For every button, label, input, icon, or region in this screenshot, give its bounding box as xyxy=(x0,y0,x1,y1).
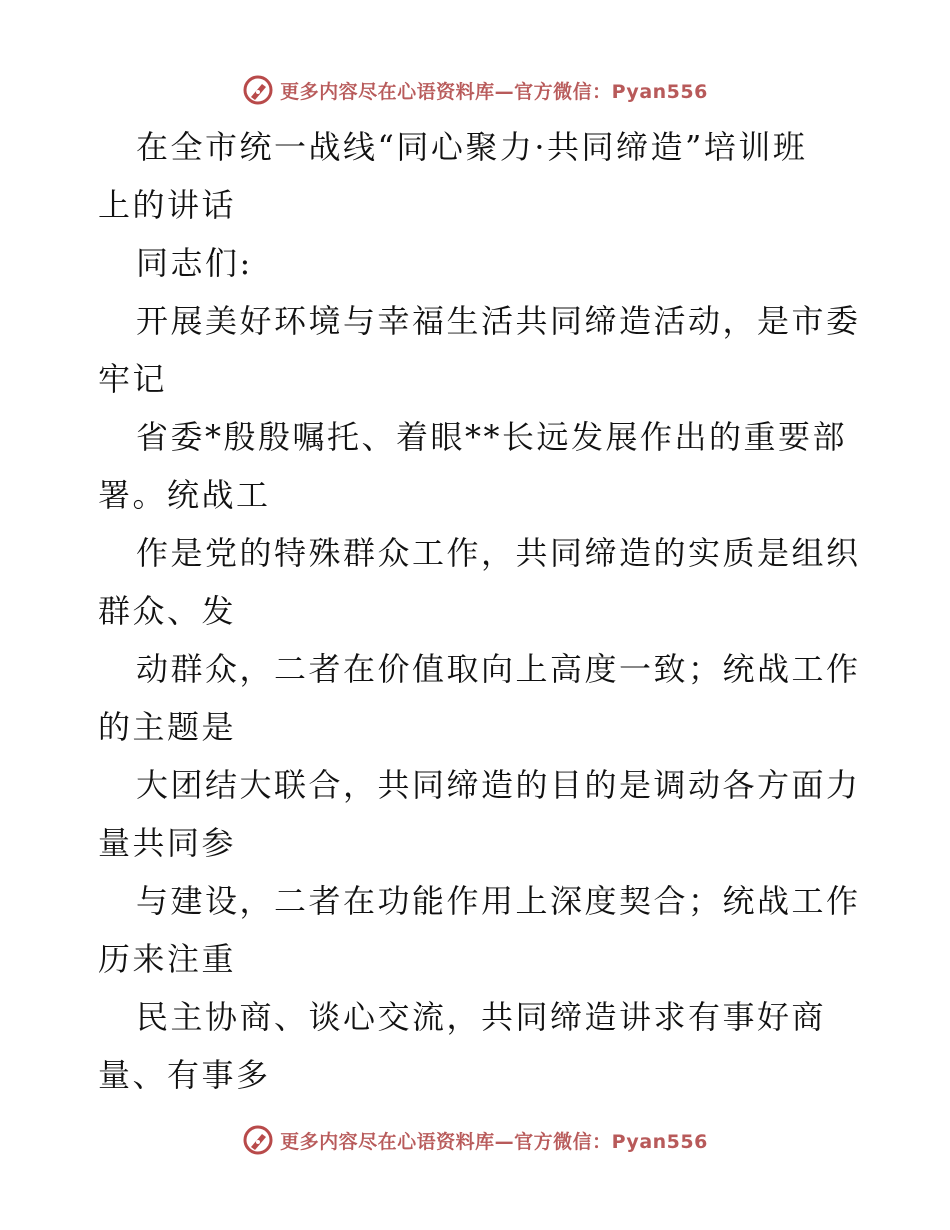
text-line: 在全市统一战线“同心聚力·共同缔造”培训班 xyxy=(136,128,808,166)
text-line: 上的讲话 xyxy=(98,186,237,224)
header-watermark xyxy=(0,70,950,110)
text-line: 署。统战工 xyxy=(98,476,271,514)
pen-nib-circle-icon xyxy=(242,1124,274,1156)
footer-watermark xyxy=(0,1120,950,1160)
text-line: 省委*殷殷嘱托、着眼**长远发展作出的重要部 xyxy=(136,418,848,456)
watermark-text: 更多内容尽在心语资料库—官方微信：Pyan556 xyxy=(280,1130,708,1153)
text-line: 量、有事多 xyxy=(98,1056,271,1094)
watermark-text: 更多内容尽在心语资料库—官方微信：Pyan556 xyxy=(280,80,708,103)
text-line: 大团结大联合，共同缔造的目的是调动各方面力 xyxy=(136,766,861,804)
text-line: 群众、发 xyxy=(98,592,237,630)
text-line: 开展美好环境与幸福生活共同缔造活动，是市委 xyxy=(136,302,861,340)
text-line: 同志们: xyxy=(136,244,253,282)
text-line: 的主题是 xyxy=(98,708,237,746)
pen-nib-circle-icon xyxy=(242,74,274,106)
text-line: 民主协商、谈心交流，共同缔造讲求有事好商 xyxy=(136,998,827,1036)
document-body xyxy=(98,118,861,1104)
text-line: 历来注重 xyxy=(98,940,237,978)
text-line: 与建设，二者在功能作用上深度契合；统战工作 xyxy=(136,882,861,920)
text-line: 动群众，二者在价值取向上高度一致；统战工作 xyxy=(136,650,861,688)
text-line: 牢记 xyxy=(98,360,168,398)
text-line: 作是党的特殊群众工作，共同缔造的实质是组织 xyxy=(136,534,861,572)
text-line: 量共同参 xyxy=(98,824,237,862)
